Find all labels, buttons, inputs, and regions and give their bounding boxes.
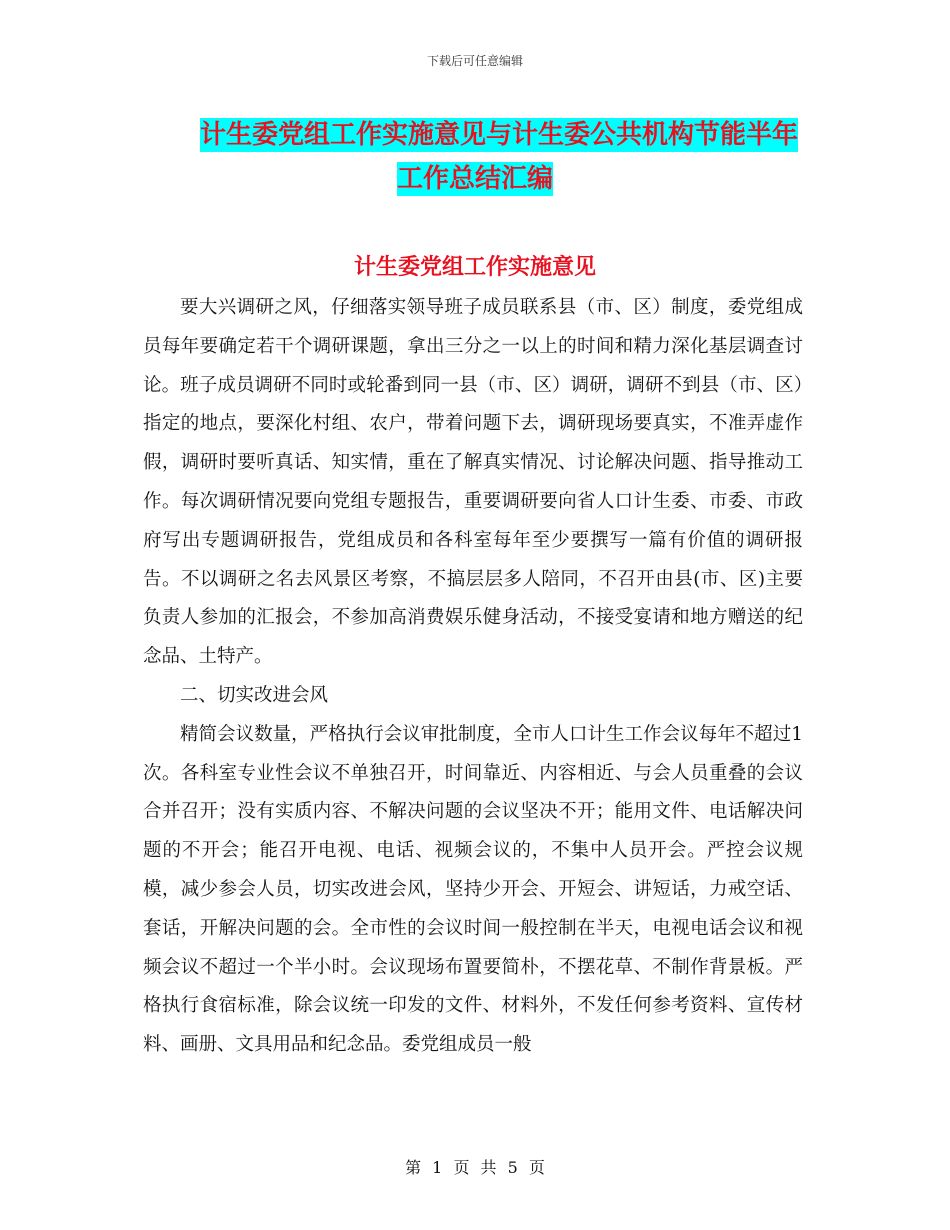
document-title-line-2 <box>0 158 950 195</box>
document-body <box>143 289 803 1065</box>
title-highlight-2: 工作总结汇编 <box>396 164 553 194</box>
subheading-improve-meetings: 二、切实改进会风 <box>180 684 329 706</box>
section-title: 计生委党组工作实施意见 <box>353 255 596 280</box>
document-title-line-1 <box>24 114 950 151</box>
paragraph-1: 要大兴调研之风，仔细落实领导班子成员联系县（市、区）制度，委党组成员每年要确定若干个调研课题，拿出三分之一以上的时间和精力深化基层调查讨论。班子成员调研不同时或轮番到同一县（市、区）调研，调研不到县（市、区）指定的地点，要深化村组、农户，带着问题下去，调研现场要真实，不准弄虚作假，调研时要听真话、知实情，重在了解真实情况、讨论解决问题、指导推动工作。每次调研情况要向党组专题报告，重要调研要向省人口计生委、市委、市政府写出专题调研报告，党组成员和各科室每年至少要撰写一篇有价值的调研报告。不以调研之名去风景区考察，不搞层层多人陪同，不召开由县(市、区)主要负责人参加的汇报会，不参加高消费娱乐健身活动，不接受宴请和地方赠送的纪念品、土特产。 <box>143 297 803 668</box>
paragraph-2: 精简会议数量，严格执行会议审批制度，全市人口计生工作会议每年不超过1次。各科室专业性会议不单独召开，时间靠近、内容相近、与会人员重叠的会议合并召开；没有实质内容、不解决问题的会议坚决不开；能用文件、电话解决问题的不开会；能召开电视、电话、视频会议的，不集中人员开会。严控会议规模，减少参会人员，切实改进会风，坚持少开会、开短会、讲短话，力戒空话、套话，开解决问题的会。全市性的会议时间一般控制在半天，电视电话会议和视频会议不超过一个半小时。会议现场布置要简朴，不摆花草、不制作背景板。严格执行食宿标准，除会议统一印发的文件、材料外，不发任何参考资料、宣传材料、画册、文具用品和纪念品。委党组成员一般 <box>143 723 803 1056</box>
page-footer: 第 1 页 共 5 页 <box>405 1158 545 1177</box>
page-header-note: 下载后可任意编辑 <box>426 54 523 68</box>
title-highlight-1: 计生委党组工作实施意见与计生委公共机构节能半年 <box>199 120 798 150</box>
